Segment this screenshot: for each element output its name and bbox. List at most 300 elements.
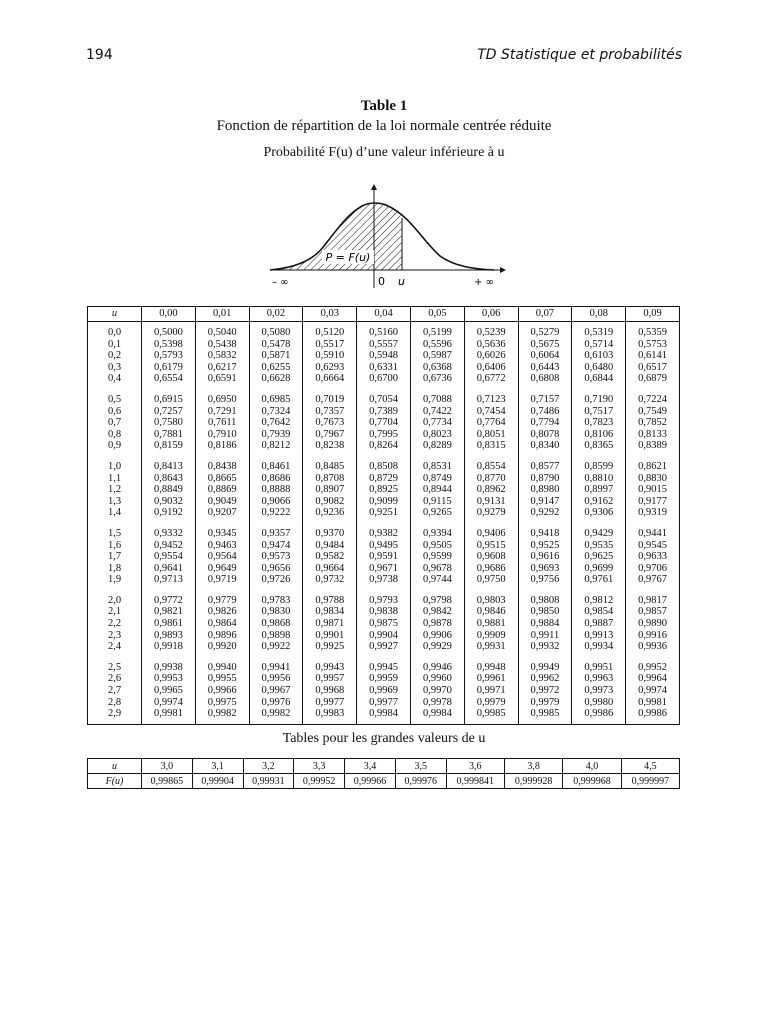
table-cell: 0,9726 bbox=[249, 574, 303, 590]
row-header-u: 2,5 bbox=[88, 657, 142, 674]
table-cell: 0,7054 bbox=[357, 389, 411, 406]
table-cell: 0,9382 bbox=[357, 523, 411, 540]
table-cell: 0,9370 bbox=[303, 523, 357, 540]
row-header-u: 2,2 bbox=[88, 618, 142, 630]
table-cell: 0,6985 bbox=[249, 389, 303, 406]
table-cell: 0,7357 bbox=[303, 406, 357, 418]
row-header-u: 2,6 bbox=[88, 673, 142, 685]
table-cell: 0,7157 bbox=[518, 389, 572, 406]
table-cell: 0,9986 bbox=[626, 708, 680, 724]
table-cell: 0,9929 bbox=[410, 641, 464, 657]
table-cell: 0,6179 bbox=[142, 362, 196, 374]
u-label-cell: u bbox=[88, 759, 142, 774]
table-cell: 0,9955 bbox=[195, 673, 249, 685]
row-header-u: 0,6 bbox=[88, 406, 142, 418]
table-cell: 0,9913 bbox=[572, 630, 626, 642]
table-row bbox=[88, 406, 680, 418]
table-cell: 0,5948 bbox=[357, 350, 411, 362]
table-row bbox=[88, 673, 680, 685]
row-header-u: 1,0 bbox=[88, 456, 142, 473]
table-cell: 0,9515 bbox=[464, 540, 518, 552]
table-cell: 0,9979 bbox=[464, 697, 518, 709]
table-cell: 0,8849 bbox=[142, 484, 196, 496]
table-cell: 0,7967 bbox=[303, 429, 357, 441]
table-cell: 0,7794 bbox=[518, 417, 572, 429]
table-cell: 0,9984 bbox=[357, 708, 411, 724]
table-cell: 0,9429 bbox=[572, 523, 626, 540]
table-cell: 0,8907 bbox=[303, 484, 357, 496]
table-cell: 0,9878 bbox=[410, 618, 464, 630]
column-header: 0,03 bbox=[303, 307, 357, 322]
column-header: 0,07 bbox=[518, 307, 572, 322]
table-cell: 0,9959 bbox=[357, 673, 411, 685]
table-cell: 0,6255 bbox=[249, 362, 303, 374]
table-cell: 0,6293 bbox=[303, 362, 357, 374]
table-cell: 0,9871 bbox=[303, 618, 357, 630]
table-cell: 0,5910 bbox=[303, 350, 357, 362]
f-value-cell: 0,999928 bbox=[504, 774, 562, 789]
table-cell: 0,8159 bbox=[142, 440, 196, 456]
probability-caption: Probabilité F(u) d’une valeur inférieure à u bbox=[263, 145, 505, 160]
table-cell: 0,9750 bbox=[464, 574, 518, 590]
table-cell: 0,9952 bbox=[626, 657, 680, 674]
u-value-cell: 4,5 bbox=[621, 759, 679, 774]
table-cell: 0,7019 bbox=[303, 389, 357, 406]
column-header-u: u bbox=[88, 307, 142, 322]
large-values-caption: Tables pour les grandes valeurs de u bbox=[282, 731, 486, 746]
table-cell: 0,9925 bbox=[303, 641, 357, 657]
table-cell: 0,8962 bbox=[464, 484, 518, 496]
table-cell: 0,9906 bbox=[410, 630, 464, 642]
table-cell: 0,8749 bbox=[410, 473, 464, 485]
row-header-u: 2,7 bbox=[88, 685, 142, 697]
table-cell: 0,9082 bbox=[303, 496, 357, 508]
table-cell: 0,7704 bbox=[357, 417, 411, 429]
table-cell: 0,5279 bbox=[518, 322, 572, 339]
table-cell: 0,5636 bbox=[464, 339, 518, 351]
table-cell: 0,9985 bbox=[464, 708, 518, 724]
table-cell: 0,8078 bbox=[518, 429, 572, 441]
table-cell: 0,9901 bbox=[303, 630, 357, 642]
table-cell: 0,9838 bbox=[357, 606, 411, 618]
table-cell: 0,9922 bbox=[249, 641, 303, 657]
table-cell: 0,8413 bbox=[142, 456, 196, 473]
table-cell: 0,5199 bbox=[410, 322, 464, 339]
table-cell: 0,9678 bbox=[410, 563, 464, 575]
table-cell: 0,7422 bbox=[410, 406, 464, 418]
table-row bbox=[88, 417, 680, 429]
table-cell: 0,6915 bbox=[142, 389, 196, 406]
table-cell: 0,8531 bbox=[410, 456, 464, 473]
table-row bbox=[88, 429, 680, 441]
table-cell: 0,5319 bbox=[572, 322, 626, 339]
table-cell: 0,7291 bbox=[195, 406, 249, 418]
table-cell: 0,9887 bbox=[572, 618, 626, 630]
table-cell: 0,9861 bbox=[142, 618, 196, 630]
row-header-u: 1,2 bbox=[88, 484, 142, 496]
table-row bbox=[88, 523, 680, 540]
table-cell: 0,9744 bbox=[410, 574, 464, 590]
table-cell: 0,9963 bbox=[572, 673, 626, 685]
table-cell: 0,7939 bbox=[249, 429, 303, 441]
table-cell: 0,5000 bbox=[142, 322, 196, 339]
table-cell: 0,9826 bbox=[195, 606, 249, 618]
table-row bbox=[88, 473, 680, 485]
table-cell: 0,5438 bbox=[195, 339, 249, 351]
table-cell: 0,9961 bbox=[464, 673, 518, 685]
table-cell: 0,9719 bbox=[195, 574, 249, 590]
table-cell: 0,9535 bbox=[572, 540, 626, 552]
table-cell: 0,9890 bbox=[626, 618, 680, 630]
table-cell: 0,9940 bbox=[195, 657, 249, 674]
table-cell: 0,9934 bbox=[572, 641, 626, 657]
normal-curve-figure bbox=[262, 184, 506, 290]
table-cell: 0,9115 bbox=[410, 496, 464, 508]
table-cell: 0,7454 bbox=[464, 406, 518, 418]
table-cell: 0,9713 bbox=[142, 574, 196, 590]
table-cell: 0,9938 bbox=[142, 657, 196, 674]
x-axis-arrow bbox=[500, 267, 506, 273]
table-cell: 0,9966 bbox=[195, 685, 249, 697]
table-cell: 0,6844 bbox=[572, 373, 626, 389]
table-cell: 0,9452 bbox=[142, 540, 196, 552]
table-cell: 0,8264 bbox=[357, 440, 411, 456]
table-cell: 0,5478 bbox=[249, 339, 303, 351]
table-cell: 0,9357 bbox=[249, 523, 303, 540]
table-cell: 0,9236 bbox=[303, 507, 357, 523]
f-value-cell: 0,99931 bbox=[243, 774, 294, 789]
table-row bbox=[88, 440, 680, 456]
table-row bbox=[88, 708, 680, 724]
table-cell: 0,6103 bbox=[572, 350, 626, 362]
table-cell: 0,9251 bbox=[357, 507, 411, 523]
table-row bbox=[88, 657, 680, 674]
table-cell: 0,8643 bbox=[142, 473, 196, 485]
table-cell: 0,9982 bbox=[195, 708, 249, 724]
table-cell: 0,9896 bbox=[195, 630, 249, 642]
table-cell: 0,9927 bbox=[357, 641, 411, 657]
table-cell: 0,6808 bbox=[518, 373, 572, 389]
table-row bbox=[88, 389, 680, 406]
neg-infinity-label: – ∞ bbox=[272, 277, 289, 288]
table-cell: 0,9948 bbox=[464, 657, 518, 674]
table-cell: 0,9732 bbox=[303, 574, 357, 590]
table-row bbox=[88, 618, 680, 630]
table-cell: 0,5753 bbox=[626, 339, 680, 351]
table-cell: 0,9977 bbox=[357, 697, 411, 709]
table-cell: 0,9967 bbox=[249, 685, 303, 697]
table-cell: 0,9582 bbox=[303, 551, 357, 563]
table-cell: 0,9945 bbox=[357, 657, 411, 674]
table-cell: 0,9868 bbox=[249, 618, 303, 630]
table-cell: 0,9984 bbox=[410, 708, 464, 724]
table-cell: 0,7823 bbox=[572, 417, 626, 429]
table-row bbox=[88, 322, 680, 339]
table-cell: 0,9441 bbox=[626, 523, 680, 540]
table-cell: 0,9779 bbox=[195, 590, 249, 607]
table-cell: 0,9147 bbox=[518, 496, 572, 508]
table-cell: 0,9406 bbox=[464, 523, 518, 540]
table-cell: 0,9976 bbox=[249, 697, 303, 709]
table-cell: 0,9394 bbox=[410, 523, 464, 540]
table-cell: 0,9599 bbox=[410, 551, 464, 563]
table-cell: 0,8577 bbox=[518, 456, 572, 473]
large-values-f-row bbox=[88, 774, 680, 789]
table-cell: 0,9951 bbox=[572, 657, 626, 674]
table-cell: 0,6554 bbox=[142, 373, 196, 389]
row-header-u: 1,3 bbox=[88, 496, 142, 508]
table-cell: 0,5675 bbox=[518, 339, 572, 351]
column-header: 0,02 bbox=[249, 307, 303, 322]
table-cell: 0,8869 bbox=[195, 484, 249, 496]
table-cell: 0,7123 bbox=[464, 389, 518, 406]
table-cell: 0,8485 bbox=[303, 456, 357, 473]
table-cell: 0,9671 bbox=[357, 563, 411, 575]
table-cell: 0,9916 bbox=[626, 630, 680, 642]
table-cell: 0,9207 bbox=[195, 507, 249, 523]
table-cell: 0,9798 bbox=[410, 590, 464, 607]
table-cell: 0,7852 bbox=[626, 417, 680, 429]
row-header-u: 1,8 bbox=[88, 563, 142, 575]
table-row bbox=[88, 590, 680, 607]
table-cell: 0,9972 bbox=[518, 685, 572, 697]
table-cell: 0,9332 bbox=[142, 523, 196, 540]
table-cell: 0,9936 bbox=[626, 641, 680, 657]
column-header: 0,01 bbox=[195, 307, 249, 322]
table-cell: 0,9973 bbox=[572, 685, 626, 697]
table-cell: 0,9812 bbox=[572, 590, 626, 607]
table-cell: 0,9772 bbox=[142, 590, 196, 607]
table-cell: 0,9788 bbox=[303, 590, 357, 607]
table-cell: 0,9978 bbox=[410, 697, 464, 709]
table-cell: 0,9192 bbox=[142, 507, 196, 523]
table-cell: 0,8621 bbox=[626, 456, 680, 473]
table-row bbox=[88, 641, 680, 657]
table-cell: 0,7611 bbox=[195, 417, 249, 429]
column-header: 0,09 bbox=[626, 307, 680, 322]
table-cell: 0,9279 bbox=[464, 507, 518, 523]
table-cell: 0,9957 bbox=[303, 673, 357, 685]
f-value-cell: 0,99904 bbox=[192, 774, 243, 789]
table-cell: 0,9545 bbox=[626, 540, 680, 552]
table-cell: 0,9946 bbox=[410, 657, 464, 674]
table-cell: 0,9986 bbox=[572, 708, 626, 724]
table-cell: 0,9834 bbox=[303, 606, 357, 618]
table-cell: 0,8944 bbox=[410, 484, 464, 496]
table-cell: 0,9969 bbox=[357, 685, 411, 697]
table-cell: 0,6331 bbox=[357, 362, 411, 374]
table-cell: 0,9960 bbox=[410, 673, 464, 685]
table-cell: 0,9970 bbox=[410, 685, 464, 697]
table-cell: 0,9909 bbox=[464, 630, 518, 642]
u-value-cell: 3,0 bbox=[142, 759, 193, 774]
row-header-u: 1,6 bbox=[88, 540, 142, 552]
table-cell: 0,9664 bbox=[303, 563, 357, 575]
table-cell: 0,9686 bbox=[464, 563, 518, 575]
table-cell: 0,7190 bbox=[572, 389, 626, 406]
table-cell: 0,5596 bbox=[410, 339, 464, 351]
zero-label: 0 bbox=[378, 275, 385, 288]
table-cell: 0,9554 bbox=[142, 551, 196, 563]
table-row bbox=[88, 373, 680, 389]
table-cell: 0,9177 bbox=[626, 496, 680, 508]
table-cell: 0,9265 bbox=[410, 507, 464, 523]
f-value-cell: 0,99865 bbox=[142, 774, 193, 789]
table-title: Table 1 bbox=[360, 98, 408, 114]
table-cell: 0,9319 bbox=[626, 507, 680, 523]
table-cell: 0,7088 bbox=[410, 389, 464, 406]
row-header-u: 0,7 bbox=[88, 417, 142, 429]
table-cell: 0,9979 bbox=[518, 697, 572, 709]
table-cell: 0,8729 bbox=[357, 473, 411, 485]
table-cell: 0,5120 bbox=[303, 322, 357, 339]
table-cell: 0,9830 bbox=[249, 606, 303, 618]
table-cell: 0,8212 bbox=[249, 440, 303, 456]
row-header-u: 0,1 bbox=[88, 339, 142, 351]
row-header-u: 0,4 bbox=[88, 373, 142, 389]
table-cell: 0,9974 bbox=[626, 685, 680, 697]
table-cell: 0,6879 bbox=[626, 373, 680, 389]
table-cell: 0,7673 bbox=[303, 417, 357, 429]
table-cell: 0,8023 bbox=[410, 429, 464, 441]
table-cell: 0,5871 bbox=[249, 350, 303, 362]
table-cell: 0,9803 bbox=[464, 590, 518, 607]
table-cell: 0,9817 bbox=[626, 590, 680, 607]
table-cell: 0,9904 bbox=[357, 630, 411, 642]
table-cell: 0,5040 bbox=[195, 322, 249, 339]
table-cell: 0,6591 bbox=[195, 373, 249, 389]
row-header-u: 1,4 bbox=[88, 507, 142, 523]
table-cell: 0,7486 bbox=[518, 406, 572, 418]
table-cell: 0,9474 bbox=[249, 540, 303, 552]
table-cell: 0,5239 bbox=[464, 322, 518, 339]
table-cell: 0,9706 bbox=[626, 563, 680, 575]
table-cell: 0,8830 bbox=[626, 473, 680, 485]
f-value-cell: 0,999841 bbox=[446, 774, 504, 789]
table-cell: 0,5359 bbox=[626, 322, 680, 339]
table-cell: 0,8665 bbox=[195, 473, 249, 485]
table-cell: 0,9842 bbox=[410, 606, 464, 618]
table-cell: 0,8997 bbox=[572, 484, 626, 496]
table-subtitle: Fonction de répartition de la loi normale centrée réduite bbox=[216, 118, 552, 134]
u-label: u bbox=[398, 275, 405, 288]
table-cell: 0,9911 bbox=[518, 630, 572, 642]
table-cell: 0,5517 bbox=[303, 339, 357, 351]
f-label-cell: F(u) bbox=[88, 774, 142, 789]
table-cell: 0,8289 bbox=[410, 440, 464, 456]
table-cell: 0,9949 bbox=[518, 657, 572, 674]
row-header-u: 1,9 bbox=[88, 574, 142, 590]
table-cell: 0,6950 bbox=[195, 389, 249, 406]
table-cell: 0,8438 bbox=[195, 456, 249, 473]
table-cell: 0,9767 bbox=[626, 574, 680, 590]
table-cell: 0,8389 bbox=[626, 440, 680, 456]
table-cell: 0,9573 bbox=[249, 551, 303, 563]
row-header-u: 0,0 bbox=[88, 322, 142, 339]
u-value-cell: 3,6 bbox=[446, 759, 504, 774]
running-title: TD Statistique et probabilités bbox=[477, 47, 682, 63]
table-cell: 0,8508 bbox=[357, 456, 411, 473]
table-row bbox=[88, 339, 680, 351]
table-cell: 0,9495 bbox=[357, 540, 411, 552]
row-header-u: 2,1 bbox=[88, 606, 142, 618]
table-row bbox=[88, 350, 680, 362]
column-header: 0,06 bbox=[464, 307, 518, 322]
table-cell: 0,8461 bbox=[249, 456, 303, 473]
table-cell: 0,9918 bbox=[142, 641, 196, 657]
table-cell: 0,9854 bbox=[572, 606, 626, 618]
table-cell: 0,7764 bbox=[464, 417, 518, 429]
table-cell: 0,6406 bbox=[464, 362, 518, 374]
f-value-cell: 0,99976 bbox=[395, 774, 446, 789]
u-value-cell: 3,4 bbox=[345, 759, 396, 774]
table-cell: 0,5557 bbox=[357, 339, 411, 351]
row-header-u: 1,7 bbox=[88, 551, 142, 563]
table-cell: 0,9971 bbox=[464, 685, 518, 697]
table-cell: 0,7517 bbox=[572, 406, 626, 418]
table-cell: 0,9968 bbox=[303, 685, 357, 697]
table-cell: 0,8051 bbox=[464, 429, 518, 441]
table-cell: 0,9032 bbox=[142, 496, 196, 508]
table-cell: 0,8980 bbox=[518, 484, 572, 496]
table-cell: 0,8186 bbox=[195, 440, 249, 456]
table-cell: 0,9015 bbox=[626, 484, 680, 496]
u-value-cell: 3,5 bbox=[395, 759, 446, 774]
table-cell: 0,9649 bbox=[195, 563, 249, 575]
table-cell: 0,6368 bbox=[410, 362, 464, 374]
table-cell: 0,9982 bbox=[249, 708, 303, 724]
table-cell: 0,8238 bbox=[303, 440, 357, 456]
f-value-cell: 0,99966 bbox=[345, 774, 396, 789]
column-header: 0,05 bbox=[410, 307, 464, 322]
table-cell: 0,6772 bbox=[464, 373, 518, 389]
row-header-u: 1,1 bbox=[88, 473, 142, 485]
table-cell: 0,9920 bbox=[195, 641, 249, 657]
table-cell: 0,9505 bbox=[410, 540, 464, 552]
table-cell: 0,9931 bbox=[464, 641, 518, 657]
table-cell: 0,8365 bbox=[572, 440, 626, 456]
table-cell: 0,9641 bbox=[142, 563, 196, 575]
table-cell: 0,9699 bbox=[572, 563, 626, 575]
table-cell: 0,6700 bbox=[357, 373, 411, 389]
table-cell: 0,8686 bbox=[249, 473, 303, 485]
table-cell: 0,9983 bbox=[303, 708, 357, 724]
table-row bbox=[88, 606, 680, 618]
pos-infinity-label: + ∞ bbox=[474, 277, 494, 288]
table-cell: 0,9066 bbox=[249, 496, 303, 508]
table-cell: 0,7257 bbox=[142, 406, 196, 418]
table-cell: 0,9964 bbox=[626, 673, 680, 685]
row-header-u: 2,9 bbox=[88, 708, 142, 724]
table-cell: 0,8340 bbox=[518, 440, 572, 456]
table-cell: 0,6443 bbox=[518, 362, 572, 374]
table-cell: 0,9099 bbox=[357, 496, 411, 508]
table-row bbox=[88, 456, 680, 473]
table-cell: 0,9943 bbox=[303, 657, 357, 674]
f-value-cell: 0,999997 bbox=[621, 774, 679, 789]
table-cell: 0,9850 bbox=[518, 606, 572, 618]
table-cell: 0,9738 bbox=[357, 574, 411, 590]
table-cell: 0,7580 bbox=[142, 417, 196, 429]
table-cell: 0,6064 bbox=[518, 350, 572, 362]
table-cell: 0,7881 bbox=[142, 429, 196, 441]
table-cell: 0,6480 bbox=[572, 362, 626, 374]
table-cell: 0,9898 bbox=[249, 630, 303, 642]
table-cell: 0,9981 bbox=[142, 708, 196, 724]
table-cell: 0,9633 bbox=[626, 551, 680, 563]
row-header-u: 0,2 bbox=[88, 350, 142, 362]
table-cell: 0,7910 bbox=[195, 429, 249, 441]
